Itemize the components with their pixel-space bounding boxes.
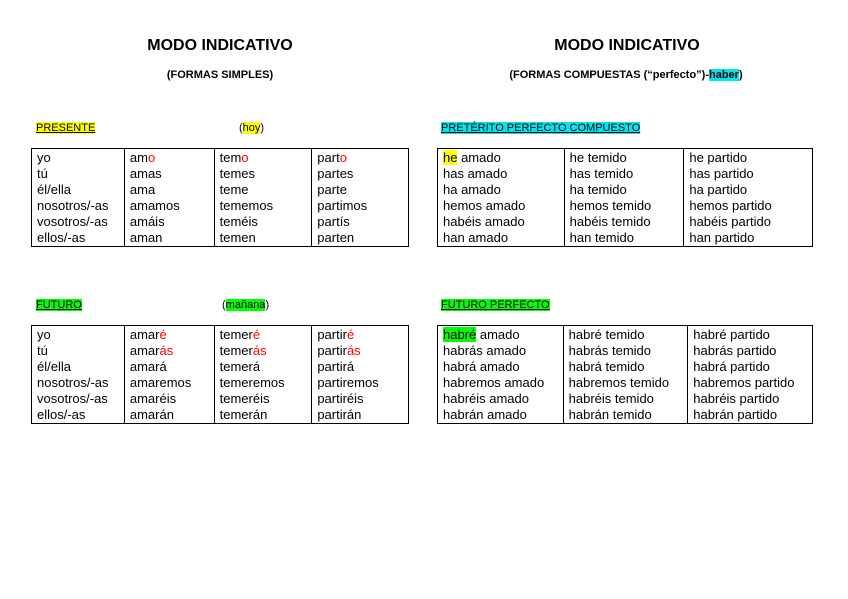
er-cell: habrás temido — [563, 343, 688, 359]
ir-cell: habré partido — [688, 326, 813, 344]
ar-cell: habrán amado — [438, 407, 564, 424]
right-title: MODO INDICATIVO — [554, 37, 700, 54]
ir-cell: partirá — [312, 359, 409, 375]
ir-cell: habrá partido — [688, 359, 813, 375]
er-cell: he temido — [564, 149, 684, 167]
ir-cell: he partido — [684, 149, 813, 167]
table-row — [438, 391, 813, 407]
table-row — [438, 343, 813, 359]
ar-stem: amar — [129, 327, 160, 342]
ir-cell — [312, 326, 409, 344]
pronoun-cell: ellos/-as — [32, 230, 125, 247]
er-cell — [214, 343, 312, 359]
ir-cell — [312, 343, 409, 359]
ir-cell: habréis partido — [688, 391, 813, 407]
ir-cell: partiréis — [312, 391, 409, 407]
pronoun-cell: vosotros/-as — [32, 391, 125, 407]
ar-ending: é — [159, 327, 167, 342]
pronoun-cell: tú — [32, 166, 125, 182]
er-cell: temerá — [214, 359, 312, 375]
futuro-table — [31, 325, 409, 424]
ir-cell: has partido — [684, 166, 813, 182]
ir-cell: parte — [312, 182, 409, 198]
ar-cell: habréis amado — [438, 391, 564, 407]
ar-cell: amará — [124, 359, 214, 375]
ar-cell: ama — [124, 182, 214, 198]
ar-cell: habrá amado — [438, 359, 564, 375]
er-cell: habrán temido — [563, 407, 688, 424]
table-row — [32, 375, 409, 391]
presente-hint — [239, 122, 264, 134]
left-title: MODO INDICATIVO — [147, 37, 293, 54]
table-row — [32, 359, 409, 375]
ar-cell — [438, 326, 564, 344]
er-cell: has temido — [564, 166, 684, 182]
ar-cell: amaréis — [124, 391, 214, 407]
table-row — [32, 182, 409, 198]
ir-cell: ha partido — [684, 182, 813, 198]
er-cell: teme — [214, 182, 312, 198]
er-cell: temeremos — [214, 375, 312, 391]
right-subtitle-close: ) — [738, 69, 743, 81]
ir-ending: ás — [346, 343, 361, 358]
pronoun-cell: tú — [32, 343, 125, 359]
ir-cell: partiremos — [312, 375, 409, 391]
aux-highlight: habré — [443, 327, 477, 342]
ir-cell: partís — [312, 214, 409, 230]
ar-cell: habrás amado — [438, 343, 564, 359]
table-row — [32, 343, 409, 359]
ar-cell: amarán — [124, 407, 214, 424]
table-row — [438, 375, 813, 391]
ir-ending: é — [346, 327, 355, 342]
table-row — [32, 391, 409, 407]
participle: amado — [457, 150, 501, 165]
table-row — [32, 214, 409, 230]
aux-highlight: he — [443, 150, 458, 165]
pronoun-cell: yo — [32, 149, 125, 167]
table-row — [438, 166, 813, 182]
er-stem: temer — [219, 343, 253, 358]
er-cell: habré temido — [563, 326, 688, 344]
er-stem: tem — [219, 150, 242, 165]
ar-cell — [124, 343, 214, 359]
ir-cell: han partido — [684, 230, 813, 247]
ir-cell: partes — [312, 166, 409, 182]
ar-cell: aman — [124, 230, 214, 247]
pronoun-cell: vosotros/-as — [32, 214, 125, 230]
ar-cell: habéis amado — [438, 214, 565, 230]
ar-cell — [124, 326, 214, 344]
er-cell: temeréis — [214, 391, 312, 407]
futuro-hint-word: mañana — [225, 299, 266, 311]
table-row — [32, 326, 409, 344]
er-cell: ha temido — [564, 182, 684, 198]
futuro-perfecto-label — [441, 299, 550, 311]
er-cell: temen — [214, 230, 312, 247]
right-subtitle — [440, 69, 812, 81]
table-row — [438, 230, 813, 247]
ar-cell — [124, 149, 214, 167]
ar-ending: o — [147, 150, 156, 165]
ir-cell: partirán — [312, 407, 409, 424]
ir-ending: o — [339, 150, 347, 165]
er-cell: hemos temido — [564, 198, 684, 214]
er-ending: é — [252, 327, 261, 342]
ir-cell: partimos — [312, 198, 409, 214]
ar-cell — [438, 149, 565, 167]
ar-cell: amáis — [124, 214, 214, 230]
preterito-label-text: PRETÉRITO PERFECTO COMPUESTO — [441, 122, 641, 134]
er-stem: temer — [219, 327, 253, 342]
futuro-perfecto-table — [437, 325, 813, 424]
ar-cell: amaremos — [124, 375, 214, 391]
ar-ending: ás — [159, 343, 174, 358]
preterito-table — [437, 148, 813, 247]
presente-hint-close: ) — [260, 122, 265, 134]
er-cell: han temido — [564, 230, 684, 247]
futuro-label — [36, 299, 82, 311]
ir-stem: partir — [317, 343, 347, 358]
ar-cell: has amado — [438, 166, 565, 182]
right-subtitle-haber: haber — [709, 69, 739, 81]
presente-hint-word: hoy — [242, 122, 261, 134]
ir-cell: hemos partido — [684, 198, 813, 214]
futuro-hint — [222, 299, 269, 311]
presente-hint-open: ( — [239, 122, 243, 134]
er-ending: ás — [252, 343, 267, 358]
futuro-hint-open: ( — [222, 299, 226, 311]
er-cell: temes — [214, 166, 312, 182]
pronoun-cell: él/ella — [32, 359, 125, 375]
presente-label-text: PRESENTE — [36, 122, 96, 134]
ar-cell: habremos amado — [438, 375, 564, 391]
er-cell: habréis temido — [563, 391, 688, 407]
right-subtitle-text: (FORMAS COMPUESTAS (“perfecto”)- — [509, 69, 709, 81]
table-row — [32, 166, 409, 182]
table-row — [438, 326, 813, 344]
table-row — [438, 359, 813, 375]
table-row — [438, 182, 813, 198]
ir-cell: habremos partido — [688, 375, 813, 391]
table-row — [438, 214, 813, 230]
ar-cell: han amado — [438, 230, 565, 247]
ar-cell: amamos — [124, 198, 214, 214]
presente-label — [36, 122, 95, 134]
pronoun-cell: él/ella — [32, 182, 125, 198]
ir-cell: habrán partido — [688, 407, 813, 424]
er-cell: habremos temido — [563, 375, 688, 391]
table-row — [32, 230, 409, 247]
ar-cell: hemos amado — [438, 198, 565, 214]
ar-stem: amar — [129, 343, 160, 358]
table-row — [438, 149, 813, 167]
ar-cell: ha amado — [438, 182, 565, 198]
futuro-label-text: FUTURO — [36, 299, 82, 311]
pronoun-cell: yo — [32, 326, 125, 344]
ar-cell: amas — [124, 166, 214, 182]
ir-stem: partir — [317, 327, 347, 342]
er-cell: habrá temido — [563, 359, 688, 375]
ir-cell: habrás partido — [688, 343, 813, 359]
futuro-perfecto-label-text: FUTURO PERFECTO — [441, 299, 550, 311]
er-cell: habéis temido — [564, 214, 684, 230]
er-cell: teméis — [214, 214, 312, 230]
table-row — [32, 149, 409, 167]
table-row — [32, 407, 409, 424]
preterito-label — [441, 122, 640, 134]
er-cell: temerán — [214, 407, 312, 424]
ir-cell: habéis partido — [684, 214, 813, 230]
presente-table — [31, 148, 409, 247]
pronoun-cell: nosotros/-as — [32, 375, 125, 391]
er-ending: o — [241, 150, 249, 165]
table-row — [438, 407, 813, 424]
table-row — [438, 198, 813, 214]
ir-cell — [312, 149, 409, 167]
pronoun-cell: nosotros/-as — [32, 198, 125, 214]
er-cell — [214, 149, 312, 167]
futuro-hint-close: ) — [265, 299, 270, 311]
left-subtitle: (FORMAS SIMPLES) — [166, 69, 274, 81]
pronoun-cell: ellos/-as — [32, 407, 125, 424]
participle: amado — [476, 327, 520, 342]
ir-stem: part — [317, 150, 340, 165]
er-cell: tememos — [214, 198, 312, 214]
table-row — [32, 198, 409, 214]
ir-cell: parten — [312, 230, 409, 247]
ar-stem: am — [129, 150, 148, 165]
er-cell — [214, 326, 312, 344]
